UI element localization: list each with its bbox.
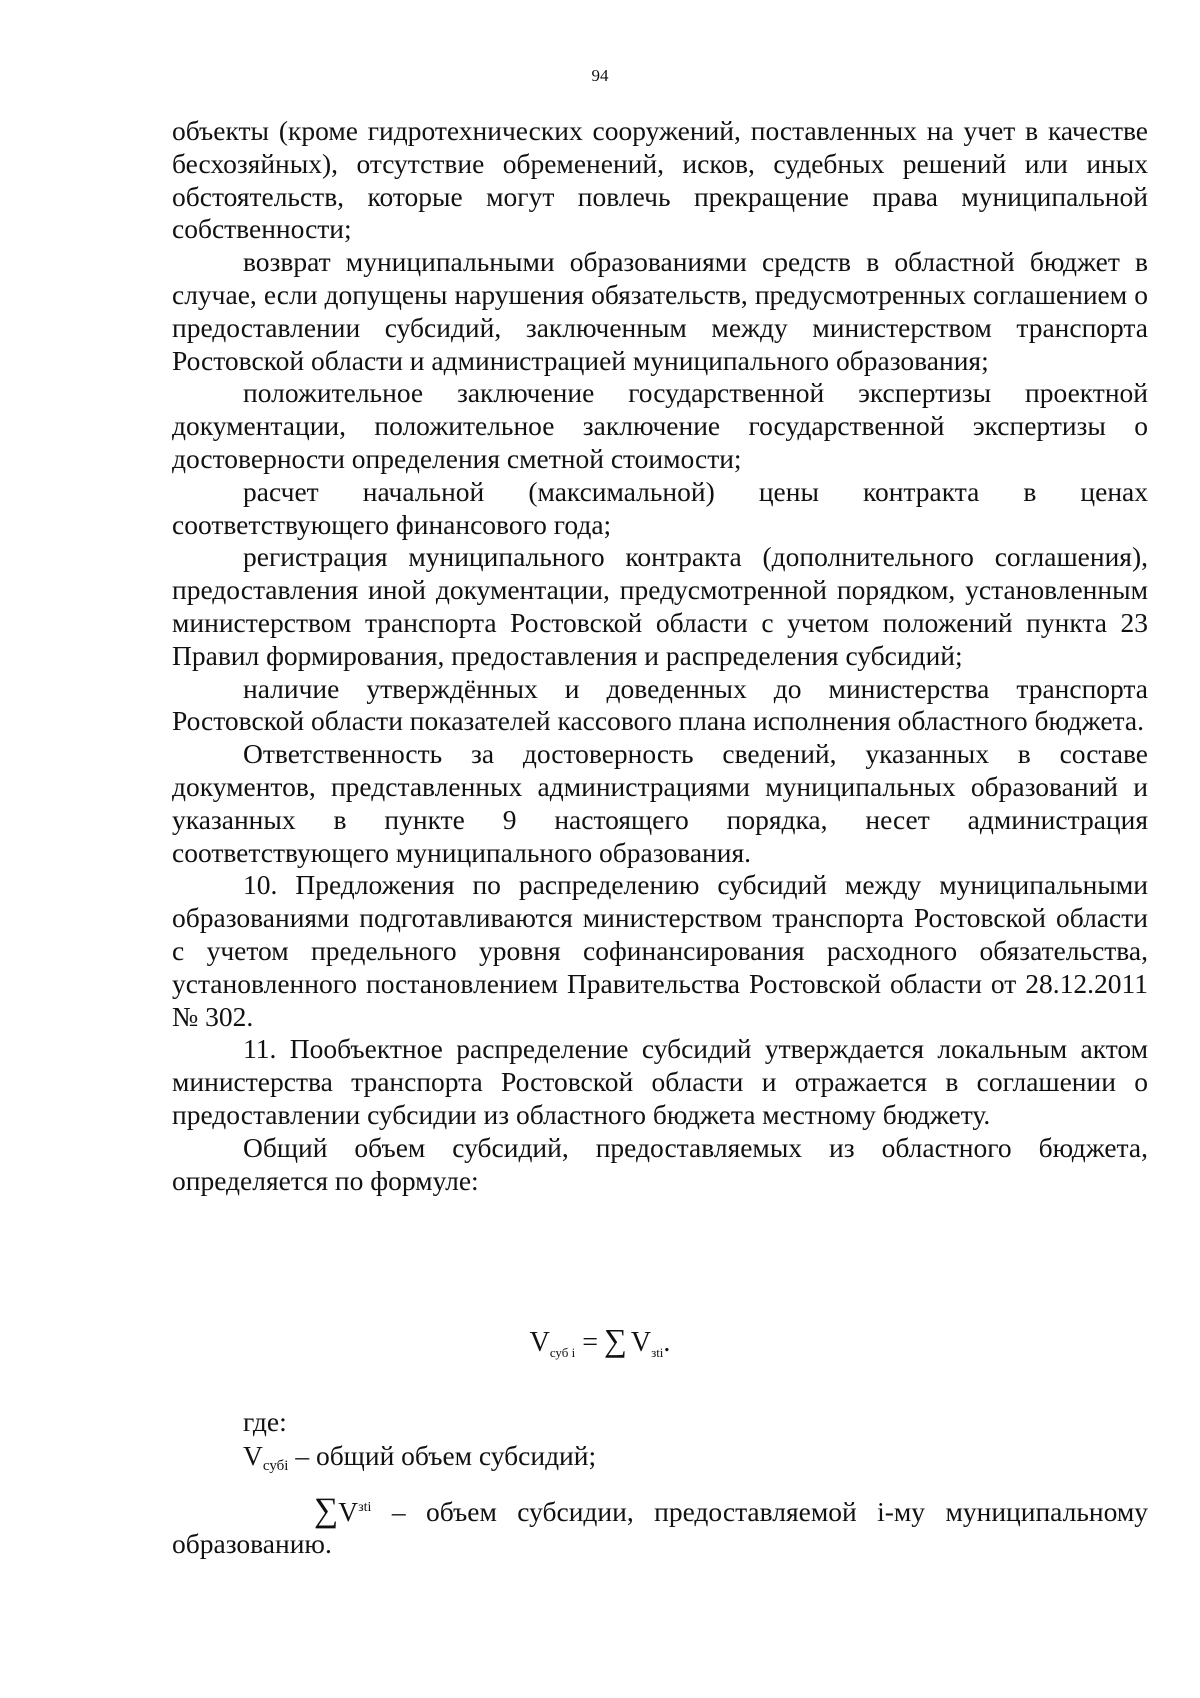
formula-lhs-subscript: суб i [549,1345,576,1360]
definition-total-volume [172,1440,1148,1483]
paragraph-price-calculation: расчет начальной (максимальной) цены контракта в ценах соответствующего финансового года; [172,475,1148,540]
document-body [172,115,1148,1197]
formula-rhs-symbol: V [630,1327,652,1358]
paragraph-responsibility: Ответственность за достоверность сведений, указанных в составе документов, представленных администрациями муниципальных образований и указанных в пункте 9 настоящего порядка, несет администрация соответствующего муниципального образования. [172,738,1148,868]
sum-icon: ∑ [604,1322,627,1358]
paragraph-item-10: 10. Предложения по распределению субсидий между муниципальными образованиями подготавливаются министерством транспорта Ростовской области с учетом предельного уровня софинансирования расходного обязательства, установленного постановлением Правительства Ростовской области от 28.12.2011 № 302. [172,869,1148,1032]
paragraph-conditions-property: объекты (кроме гидротехнических сооружений, поставленных на учет в качестве бесхозяйных), отсутствие обременений, исков, судебных решений или иных обстоятельств, которые могут повлечь прекращение права муниципальной собственности; [172,115,1148,245]
def1-symbol: V [243,1439,263,1471]
formula-equals: = [582,1327,599,1358]
def2-symbol: V [338,1495,359,1527]
formula-definitions [172,1406,1148,1561]
formula-lhs-symbol: V [529,1327,550,1358]
paragraph-item-11: 11. Пообъектное распределение субсидий утверждается локальным актом министерства транспорта Ростовской области и отражается в соглашении о предоставлении субсидии из областного бюджета местному бюджету. [172,1033,1148,1130]
paragraph-cash-plan: наличие утверждённых и доведенных до министерства транспорта Ростовской области показателей кассового плана исполнения областного бюджета. [172,672,1148,737]
def2-superscript: зti [358,1499,372,1515]
paragraph-refund-condition: возврат муниципальными образованиями средств в областной бюджет в случае, если допущены нарушения обязательств, предусмотренных соглашением о предоставлении субсидий, заключенным между министерством транспорта Ростовской области и администрацией муниципального образования; [172,246,1148,376]
sum-icon: ∑ [314,1491,339,1529]
where-label: где: [243,1406,287,1437]
def1-subscript: субi [262,1457,289,1474]
paragraph-formula-intro: Общий объем субсидий, предоставляемых из областного бюджета, определяется по формуле: [172,1131,1148,1196]
def1-text: – общий объем субсидий; [288,1439,597,1471]
formula-trailing: . [663,1327,671,1358]
def2-text: – объем субсидии, предоставляемой i-му муниципальному образованию. [172,1495,1148,1560]
subsidy-formula [0,1322,1200,1371]
def2-symbol-group [243,1492,371,1529]
page-number: 94 [591,66,609,85]
paragraph-expertise-condition: положительное заключение государственной экспертизы проектной документации, положительное заключение государственной экспертизы о достоверности определения сметной стоимости; [172,377,1148,474]
paragraph-contract-registration: регистрация муниципального контракта (дополнительного соглашения), предоставления иной документации, предусмотренной порядком, установленным министерством транспорта Ростовской области с учетом положений пункта 23 Правил формирования, предоставления и распределения субсидий; [172,541,1148,671]
formula-rhs-subscript: зti [651,1345,664,1360]
definition-municipal-volume [172,1492,1148,1562]
